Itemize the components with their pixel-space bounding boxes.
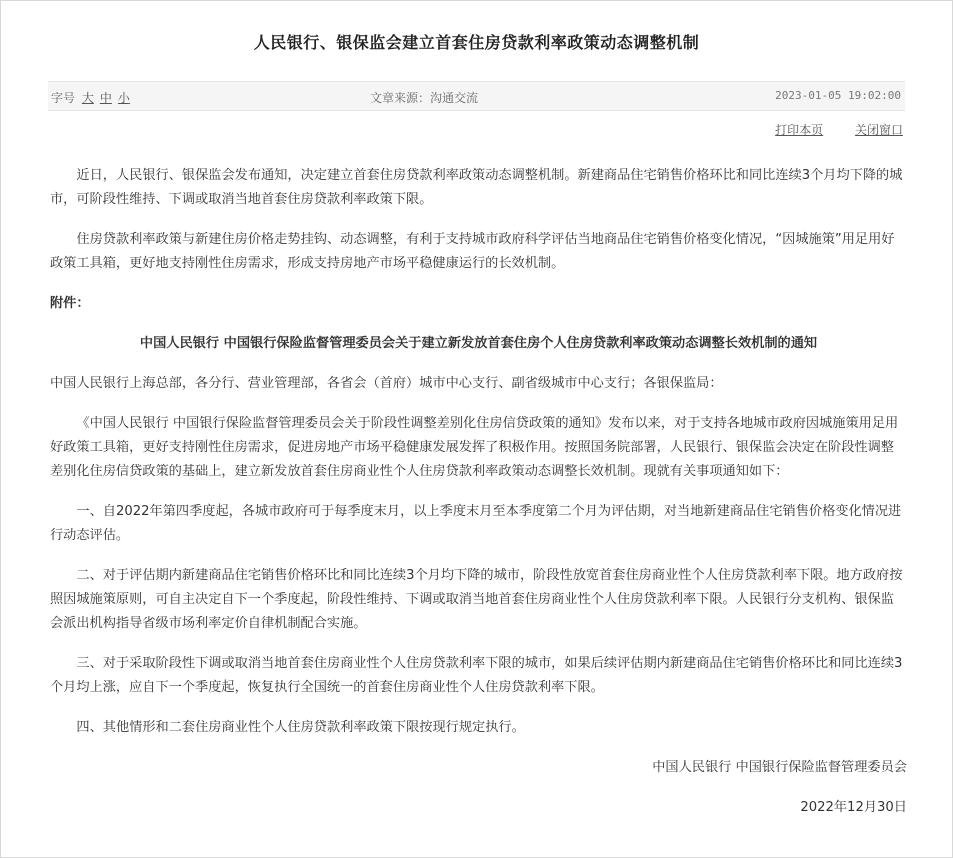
- print-page-link[interactable]: 打印本页: [775, 123, 824, 137]
- notice-recipients: 中国人民银行上海总部，各分行、营业管理部，各省会（首府）城市中心支行、副省级城市中心支行；各银保监局：: [50, 376, 723, 391]
- font-size-large-link[interactable]: 大: [81, 91, 94, 105]
- notice-item-1: 一、自2022年第四季度起，各城市政府可于每季度末月，以上季度末月至本季度第二个月为评估期，对当地新建商品住宅销售价格变化情况进行动态评估。: [50, 504, 902, 543]
- info-bar: [48, 81, 905, 111]
- close-window-link[interactable]: 关闭窗口: [854, 123, 903, 137]
- paragraph-policy: 住房贷款利率政策与新建住房价格走势挂钩、动态调整，有利于支持城市政府科学评估当地商品住宅销售价格变化情况，“因城施策”用足用好政策工具箱，更好地支持刚性住房需求，形成支持房地产市场平稳健康运行的长效机制。: [50, 232, 895, 271]
- notice-item-3: 三、对于采取阶段性下调或取消当地首套住房商业性个人住房贷款利率下限的城市，如果后续评估期内新建商品住宅销售价格环比和同比连续3个月均上涨，应自下一个季度起，恢复执行全国统一的首套住房商业性个人住房贷款利率下限。: [50, 656, 903, 695]
- notice-sign-date: 2022年12月30日: [800, 800, 907, 815]
- article-body: [50, 164, 907, 836]
- font-size-control: [51, 89, 136, 106]
- page-tools: [747, 121, 903, 138]
- article-source: 文章来源：沟通交流: [370, 91, 479, 105]
- publish-datetime: 2023-01-05 19:02:00: [775, 89, 901, 102]
- paragraph-intro: 近日，人民银行、银保监会发布通知，决定建立首套住房贷款利率政策动态调整机制。新建商品住宅销售价格环比和同比连续3个月均下降的城市，可阶段性维持、下调或取消当地首套住房贷款利率政策下限。: [50, 168, 903, 207]
- notice-item-2: 二、对于评估期内新建商品住宅销售价格环比和同比连续3个月均下降的城市，阶段性放宽首套住房商业性个人住房贷款利率下限。地方政府按照因城施策原则，可自主决定自下一个季度起，阶段性维持、下调或取消当地首套住房商业性个人住房贷款利率下限。人民银行分支机构、银保监会派出机构指导省级市场利率定价自律机制配合实施。: [50, 568, 903, 631]
- font-size-label: 字号: [51, 91, 76, 105]
- notice-title: 中国人民银行 中国银行保险监督管理委员会关于建立新发放首套住房个人住房贷款利率政策动态调整长效机制的通知: [139, 336, 818, 351]
- article-title: 人民银行、银保监会建立首套住房贷款利率政策动态调整机制: [253, 33, 700, 52]
- notice-signature: 中国人民银行 中国银行保险监督管理委员会: [652, 760, 907, 775]
- font-size-medium-link[interactable]: 中: [99, 91, 112, 105]
- notice-preamble: 《中国人民银行 中国银行保险监督管理委员会关于阶段性调整差别化住房信贷政策的通知》发布以来，对于支持各地城市政府因城施策用足用好政策工具箱，更好支持刚性住房需求，促进房地产市场平稳健康发展发挥了积极作用。按照国务院部署，人民银行、银保监会决定在阶段性调整差别化住房信贷政策的基础上，建立新发放首套住房商业性个人住房贷款利率政策动态调整长效机制。现就有关事项通知如下：: [50, 416, 899, 479]
- attachment-label: 附件：: [50, 296, 90, 311]
- notice-item-4: 四、其他情形和二套住房商业性个人住房贷款利率政策下限按现行规定执行。: [76, 720, 525, 735]
- font-size-small-link[interactable]: 小: [117, 91, 130, 105]
